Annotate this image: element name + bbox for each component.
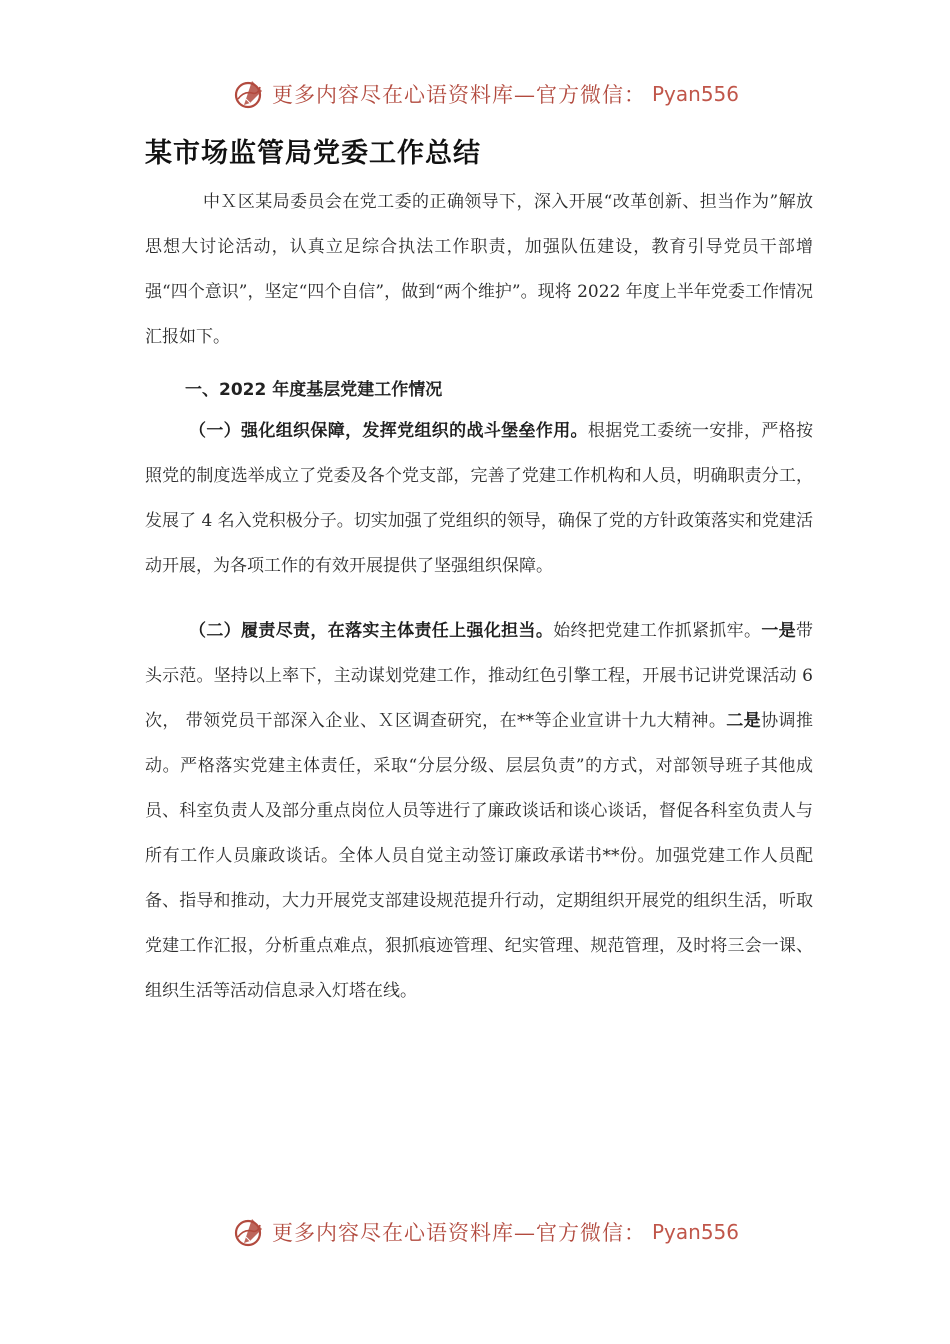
pen-circle-logo-icon (232, 77, 266, 111)
watermark-banner-bottom (232, 1212, 739, 1252)
item-1-body: 根据党工委统一安排，严格按照党的制度选举成立了党委及各个党支部，完善了党建工作机构和人员，明确职责分工，发展了 4 名入党积极分子。切实加强了党组织的领导，确保了党的方针政策落实和党建活动开展，为各项工作的有效开展提供了坚强组织保障。 (145, 421, 814, 576)
item-2-lead: （二）履责尽责，在落实主体责任上强化担当。 (189, 621, 554, 641)
item-1-lead: （一）强化组织保障，发挥党组织的战斗堡垒作用。 (189, 421, 588, 441)
watermark-banner-top (232, 74, 739, 114)
watermark-text: 更多内容尽在心语资料库—官方微信： (272, 83, 646, 107)
document-title: 某市场监管局党委工作总结 (145, 138, 481, 169)
item-2-paragraph (145, 609, 813, 1014)
section-heading-1: 一、2022 年度基层党建工作情况 (185, 380, 443, 400)
item-2-body-c: 协调推动。严格落实党建主体责任，采取“分层分级、层层负责”的方式，对部领导班子其他成员、科室负责人及部分重点岗位人员等进行了廉政谈话和谈心谈话，督促各科室负责人与所有工作人员廉政谈话。全体人员自觉主动签订廉政承诺书**份。加强党建工作人员配备、指导和推动，大力开展党支部建设规范提升行动，定期组织开展党的组织生活，听取党建工作汇报，分析重点难点，狠抓痕迹管理、纪实管理、规范管理，及时将三会一课、组织生活等活动信息录入灯塔在线。 (145, 711, 813, 1001)
item-1-paragraph (145, 409, 813, 589)
item-2-mark-second: 二是 (726, 711, 762, 731)
pen-circle-logo-icon (232, 1215, 266, 1249)
item-2-body-b: 带头示范。坚持以上率下，主动谋划党建工作，推动红色引擎工程，开展书记讲党课活动 6 次， 带领党员干部深入企业、Ｘ区调查研究，在**等企业宣讲十九大精神。 (145, 621, 814, 731)
watermark-wechat-id: Pyan556 (652, 1220, 740, 1244)
item-2-mark-first: 一是 (761, 621, 797, 641)
watermark-text: 更多内容尽在心语资料库—官方微信： (272, 1221, 646, 1245)
intro-paragraph: 中Ｘ区某局委员会在党工委的正确领导下，深入开展“改革创新、担当作为”解放思想大讨论活动，认真立足综合执法工作职责，加强队伍建设，教育引导党员干部增强“四个意识”，坚定“四个自信”，做到“两个维护”。现将 2022 年度上半年党委工作情况汇报如下。 (145, 192, 813, 347)
watermark-wechat-id: Pyan556 (652, 82, 740, 106)
item-2-body-a: 始终把党建工作抓紧抓牢。 (553, 621, 762, 641)
